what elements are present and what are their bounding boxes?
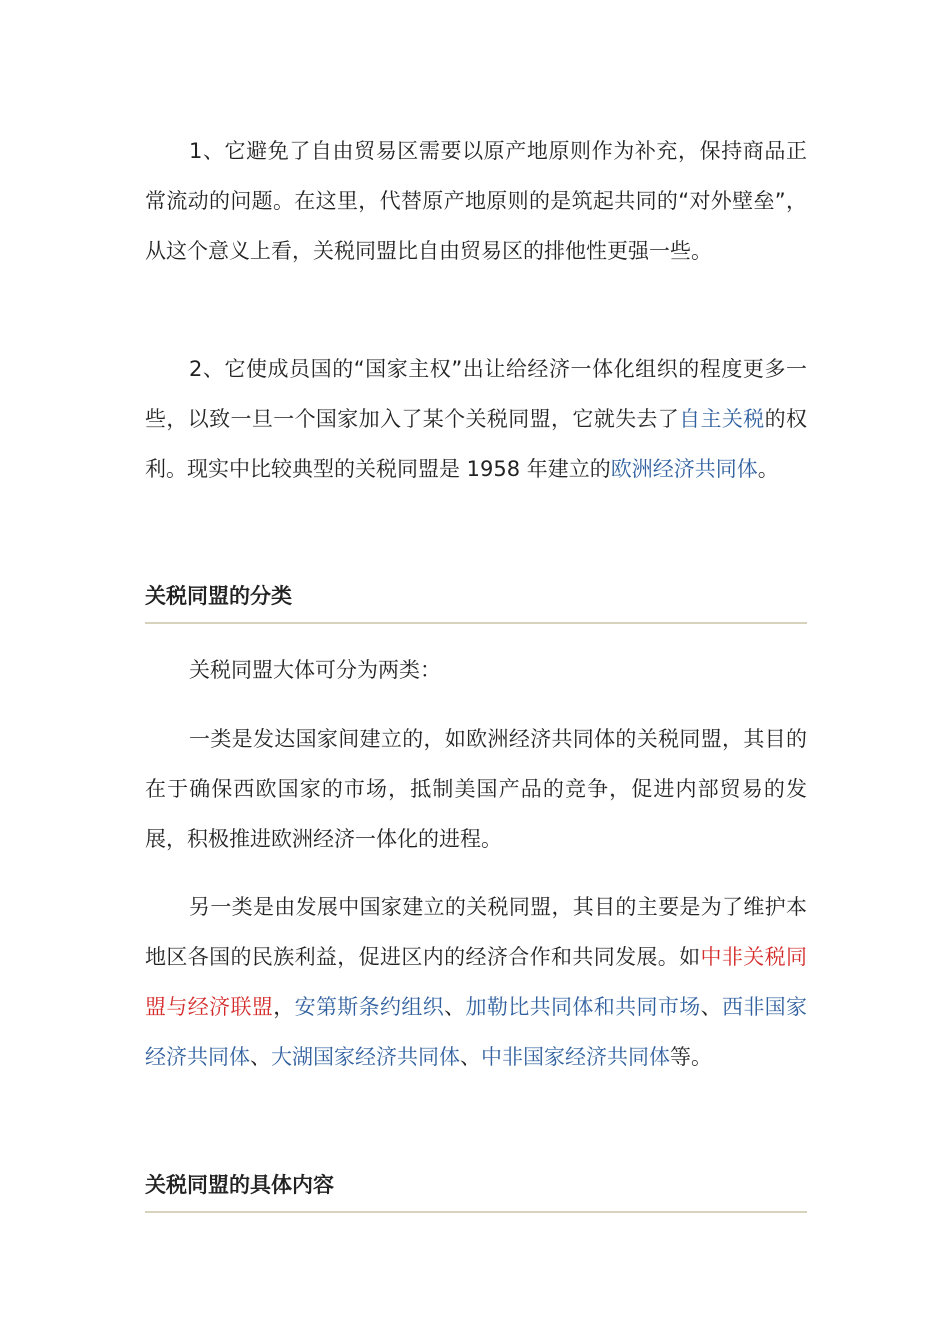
paragraph-point-1-text: 1、它避免了自由贸易区需要以原产地原则作为补充，保持商品正常流动的问题。在这里，代替原产地原则的是筑起共同的“对外壁垒”，从这个意义上看，关税同盟比自由贸易区的排他性更强一些。 xyxy=(145,139,807,263)
type-developing-before: 另一类是由发展中国家建立的关税同盟，其目的主要是为了维护本地区各国的民族利益，促进区内的经济合作和共同发展。如 xyxy=(145,895,807,969)
classification-intro-text: 关税同盟大体可分为两类： xyxy=(189,658,441,682)
separator: 、 xyxy=(700,995,722,1019)
section-heading-classification: 关税同盟的分类 xyxy=(145,581,807,624)
separator: 、 xyxy=(444,995,466,1019)
paragraph-type-developing xyxy=(145,882,807,1082)
paragraph-point-2-middle: 的权利。现实中比较典型的关税同盟是 1958 年建立的 xyxy=(145,407,808,481)
separator: 、 xyxy=(250,1045,271,1069)
type-developed-text: 一类是发达国家间建立的，如欧洲经济共同体的关税同盟，其目的在于确保西欧国家的市场，抵制美国产品的竞争，促进内部贸易的发展，积极推进欧洲经济一体化的进程。 xyxy=(145,727,807,851)
section-content-header xyxy=(145,1170,807,1213)
link-eccas[interactable]: 中非国家经济共同体 xyxy=(481,1045,670,1069)
link-zizhu-guanshui[interactable]: 自主关税 xyxy=(679,407,765,431)
section-heading-content: 关税同盟的具体内容 xyxy=(145,1170,807,1213)
paragraph-type-developed xyxy=(145,714,807,864)
link-great-lakes-community[interactable]: 大湖国家经济共同体 xyxy=(271,1045,460,1069)
paragraph-point-2-before: 2、它使成员国的“国家主权”出让给经济一体化组织的程度更多一些，以致一旦一个国家加入了某个关税同盟，它就失去了 xyxy=(145,357,807,431)
separator: ， xyxy=(273,995,295,1019)
section-classification-header xyxy=(145,581,807,624)
paragraph-point-1 xyxy=(145,126,807,276)
link-andean-pact[interactable]: 安第斯条约组织 xyxy=(294,995,445,1019)
link-ouzhou-jingji-gongtongti[interactable]: 欧洲经济共同体 xyxy=(610,457,758,481)
link-central-african-customs-union[interactable]: 中非关税同盟与经济联盟 xyxy=(145,945,807,1019)
paragraph-point-2 xyxy=(145,344,807,494)
separator: 、 xyxy=(460,1045,481,1069)
type-developing-after: 等。 xyxy=(670,1045,712,1069)
paragraph-classification-intro xyxy=(145,645,807,695)
link-caricom[interactable]: 加勒比共同体和共同市场 xyxy=(465,995,701,1019)
paragraph-point-2-after: 。 xyxy=(757,457,779,481)
link-ecowas[interactable]: 西非国家经济共同体 xyxy=(145,995,808,1069)
